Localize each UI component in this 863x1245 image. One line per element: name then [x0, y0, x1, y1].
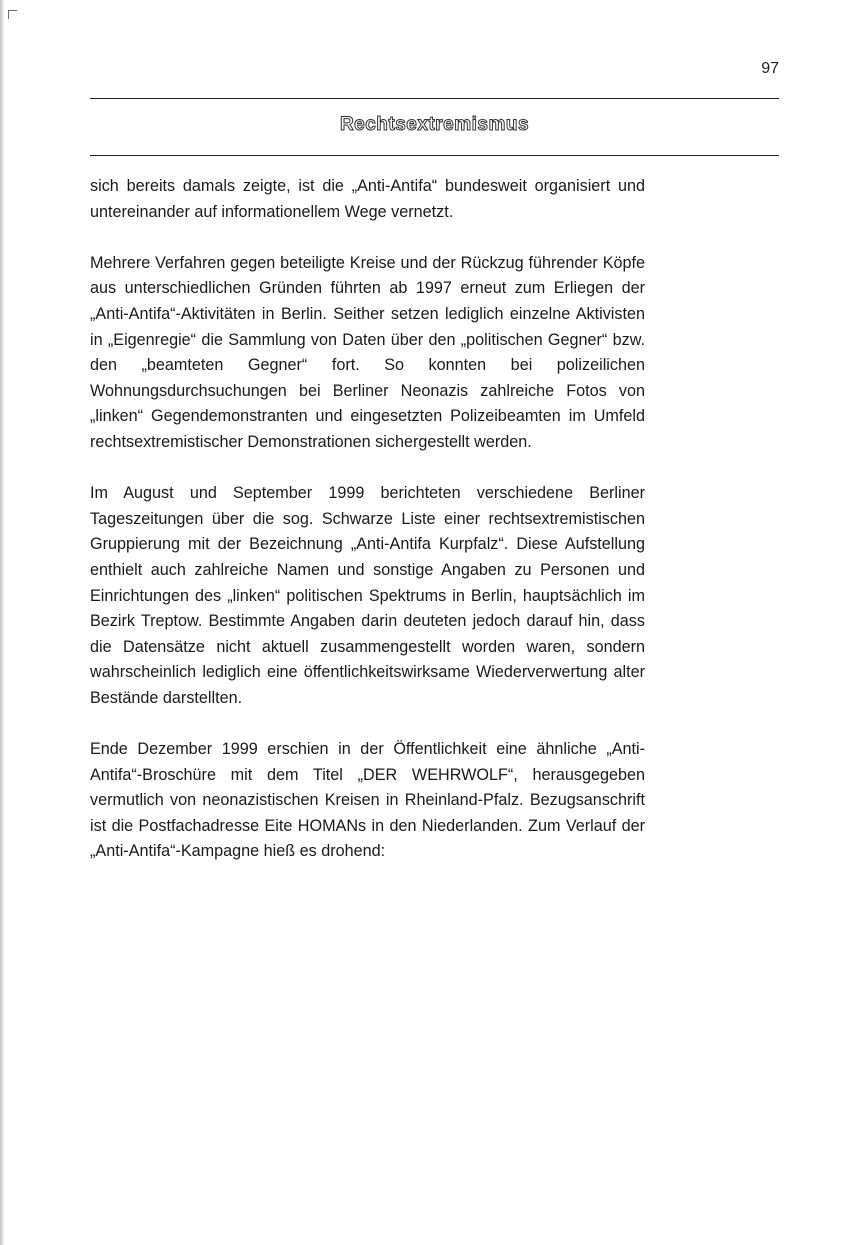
crop-mark [8, 10, 17, 19]
paragraph: Mehrere Verfahren gegen beteiligte Kreise und der Rückzug führender Köpfe aus unterschiedlichen Gründen führten ab 1997 erneut zum Erliegen der „Anti-Antifa“-Aktivitäten in Berlin. Seither setzen lediglich einzelne Aktivisten in „Eigenregie“ die Sammlung von Daten über den „politischen Gegner“ bzw. den „beamteten Gegner“ fort. So konnten bei polizeilichen Wohnungsdurchsuchungen bei Berliner Neonazis zahlreiche Fotos von „linken“ Gegendemonstranten und eingesetzten Polizeibeamten im Umfeld rechtsextremistischer Demonstrationen sichergestellt werden. [90, 253, 645, 451]
header-rule-top [90, 98, 779, 99]
scan-edge-shadow [0, 0, 5, 1245]
body-text [90, 174, 645, 891]
paragraph: Ende Dezember 1999 erschien in der Öffentlichkeit eine ähnliche „Anti-Antifa“-Broschüre mit dem Titel „DER WEHRWOLF“, herausgegeben vermutlich von neonazistischen Kreisen in Rheinland-Pfalz. Bezugsanschrift ist die Postfachadresse Eite HOMANs in den Niederlanden. Zum Verlauf der „Anti-Antifa“-Kampagne hieß es drohend: [90, 740, 645, 861]
paragraph: Im August und September 1999 berichteten verschiedene Berliner Tageszeitungen über die sog. Schwarze Liste einer rechtsextremistischen Gruppierung mit der Bezeichnung „Anti-Antifa Kurpfalz“. Diese Aufstellung enthielt auch zahlreiche Namen und sonstige Angaben zu Personen und Einrichtungen des „linken“ politischen Spektrums in Berlin, hauptsächlich im Bezirk Treptow. Bestimmte Angaben darin deuteten jedoch darauf hin, dass die Datensätze nicht aktuell zusammengestellt worden waren, sondern wahrscheinlich lediglich eine öffentlichkeitswirksame Wiederverwertung alter Bestände darstellten. [90, 484, 645, 707]
page-number: 97 [761, 60, 779, 77]
header-rule-bottom [90, 155, 779, 156]
running-head: Rechtsextremismus [339, 114, 530, 135]
paragraph: sich bereits damals zeigte, ist die „Anti-Antifa“ bundesweit organisiert und untereinander auf informationellem Wege vernetzt. [90, 177, 645, 221]
